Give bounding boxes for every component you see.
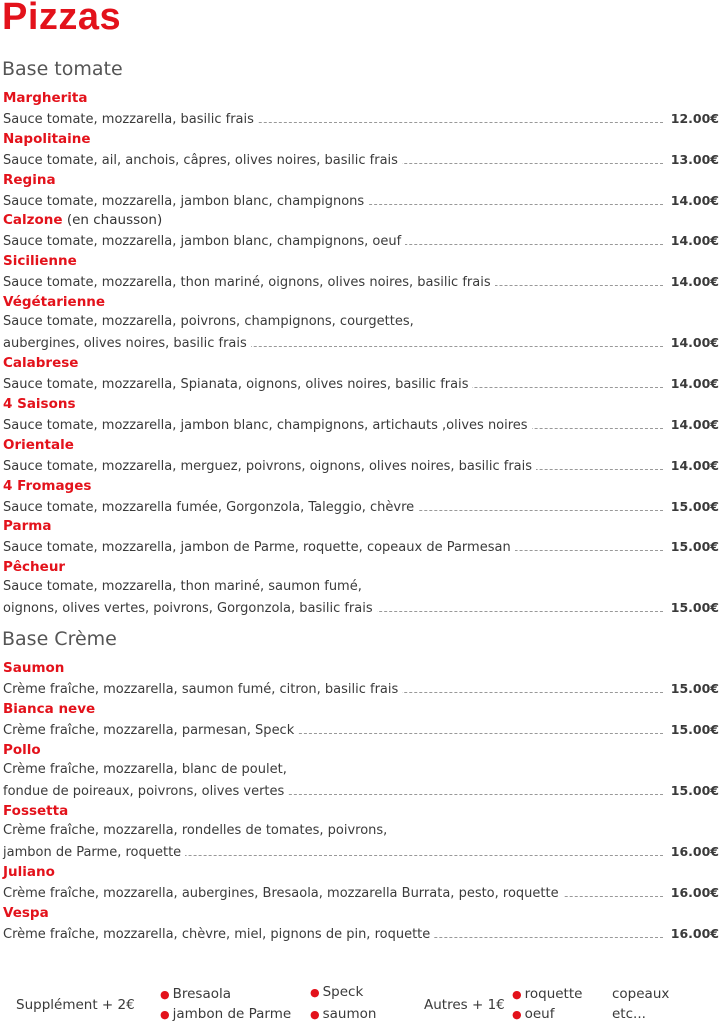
item-name: Pollo [3, 741, 41, 758]
item-name: Calabrese [3, 355, 79, 372]
autres-option: ● roquette [512, 986, 583, 1002]
item-description: Sauce tomate, mozzarella, jambon de Parme, roquette, copeaux de Parmesan [3, 538, 515, 558]
item-name: Regina [3, 171, 56, 188]
supplement-option: ● jambon de Parme [160, 1006, 292, 1022]
item-description: oignons, olives vertes, poivrons, Gorgonzola, basilic frais [3, 599, 377, 619]
bullet-icon: ● [310, 986, 320, 999]
supplement-option: ● Speck [310, 984, 364, 1000]
menu-item [3, 699, 719, 739]
item-price: 14.00€ [670, 233, 719, 249]
item-price: 13.00€ [670, 151, 719, 167]
item-name: Fossetta [3, 802, 69, 819]
item-description: Sauce tomate, ail, anchois, câpres, olives noires, basilic frais [3, 151, 402, 171]
autres-label: Autres + 1€ [424, 997, 505, 1013]
item-name: Calzone (en chausson) [3, 212, 163, 229]
supplement-option: ● Bresaola [160, 986, 232, 1002]
menu-item [3, 476, 719, 516]
autres-extra: copeaux [612, 986, 670, 1002]
item-price: 14.00€ [670, 457, 719, 473]
item-description: Crème fraîche, mozzarella, blanc de poulet, [3, 761, 287, 777]
item-description: Sauce tomate, mozzarella, merguez, poivrons, oignons, olives noires, basilic frais [3, 457, 536, 477]
item-name: Margherita [3, 90, 88, 106]
menu-item [3, 516, 719, 556]
item-description: Crème fraîche, mozzarella, chèvre, miel, pignons de pin, roquette [3, 925, 434, 945]
item-name: Juliano [3, 864, 55, 880]
item-name: Parma [3, 518, 52, 535]
item-description: Sauce tomate, mozzarella, thon mariné, oignons, olives noires, basilic frais [3, 273, 495, 293]
bullet-icon: ● [512, 1008, 522, 1021]
menu-item [3, 740, 719, 800]
item-price: 16.00€ [670, 925, 719, 941]
item-description: Sauce tomate, mozzarella fumée, Gorgonzola, Taleggio, chèvre [3, 498, 418, 518]
menu-item [3, 88, 719, 128]
menu-item [3, 170, 719, 210]
menu-item [3, 251, 719, 291]
item-description: Sauce tomate, mozzarella, poivrons, champignons, courgettes, [3, 314, 414, 329]
item-name: Sicilienne [3, 253, 77, 270]
item-name: 4 Fromages [3, 477, 92, 494]
menu-item [3, 557, 719, 617]
supplement-option: ● saumon [310, 1006, 377, 1022]
item-price: 15.00€ [670, 681, 719, 696]
item-description: Sauce tomate, mozzarella, Spianata, oignons, olives noires, basilic frais [3, 375, 472, 395]
item-note: (en chausson) [62, 212, 163, 229]
menu-item [3, 394, 719, 434]
item-description: Crème fraîche, mozzarella, aubergines, Bresaola, mozzarella Burrata, pesto, roquette [3, 884, 563, 904]
item-price: 15.00€ [670, 600, 719, 616]
item-price: 16.00€ [670, 843, 719, 859]
item-name: 4 Saisons [3, 396, 76, 412]
item-price: 14.00€ [670, 376, 719, 392]
item-description: Sauce tomate, mozzarella, jambon blanc, champignons, oeuf [3, 232, 405, 252]
menu-item [3, 801, 719, 861]
menu-item [3, 353, 719, 393]
bullet-icon: ● [512, 988, 522, 1001]
item-name: Vespa [3, 904, 49, 921]
item-price: 12.00€ [670, 111, 719, 126]
section-title: Base Crème [2, 628, 117, 650]
bullet-icon: ● [310, 1008, 320, 1021]
item-name: Napolitaine [3, 130, 91, 147]
autres-extra: etc... [612, 1006, 646, 1022]
menu-item [3, 210, 719, 250]
item-name: Pêcheur [3, 559, 66, 576]
item-description: fondue de poireaux, poivrons, olives vertes [3, 782, 288, 802]
item-description: Sauce tomate, mozzarella, jambon blanc, champignons, artichauts ,olives noires [3, 416, 532, 436]
menu-item [3, 903, 719, 943]
item-description: aubergines, olives noires, basilic frais [3, 334, 251, 354]
autres-option: ● oeuf [512, 1006, 555, 1022]
bullet-icon: ● [160, 1008, 170, 1021]
item-price: 14.00€ [670, 274, 719, 290]
item-price: 15.00€ [670, 498, 719, 514]
footer-supplements [0, 982, 720, 1024]
item-price: 15.00€ [670, 782, 719, 798]
item-description: Sauce tomate, mozzarella, thon mariné, saumon fumé, [3, 579, 362, 595]
item-price: 14.00€ [670, 192, 719, 208]
item-description: Crème fraîche, mozzarella, rondelles de tomates, poivrons, [3, 822, 388, 838]
item-description: Crème fraîche, mozzarella, saumon fumé, citron, basilic frais [3, 680, 402, 700]
item-price: 14.00€ [670, 417, 719, 432]
item-price: 14.00€ [670, 335, 719, 350]
menu-item [3, 862, 719, 902]
item-price: 15.00€ [670, 721, 719, 737]
item-name: Bianca neve [3, 700, 96, 717]
menu-item [3, 129, 719, 169]
menu-item [3, 658, 719, 698]
item-price: 16.00€ [670, 885, 719, 900]
item-description: Sauce tomate, mozzarella, basilic frais [3, 110, 258, 130]
item-description: jambon de Parme, roquette [3, 843, 185, 863]
item-description: Crème fraîche, mozzarella, parmesan, Speck [3, 721, 298, 741]
item-description: Sauce tomate, mozzarella, jambon blanc, champignons [3, 192, 368, 212]
bullet-icon: ● [160, 988, 170, 1001]
item-price: 15.00€ [670, 539, 719, 555]
menu-item [3, 435, 719, 475]
section-title: Base tomate [2, 58, 123, 80]
menu-item [3, 292, 719, 352]
item-name: Saumon [3, 660, 65, 676]
item-name: Orientale [3, 436, 74, 453]
page-title: Pizzas [2, 0, 122, 38]
supplement-label: Supplément + 2€ [16, 997, 135, 1013]
item-name: Végétarienne [3, 294, 106, 310]
